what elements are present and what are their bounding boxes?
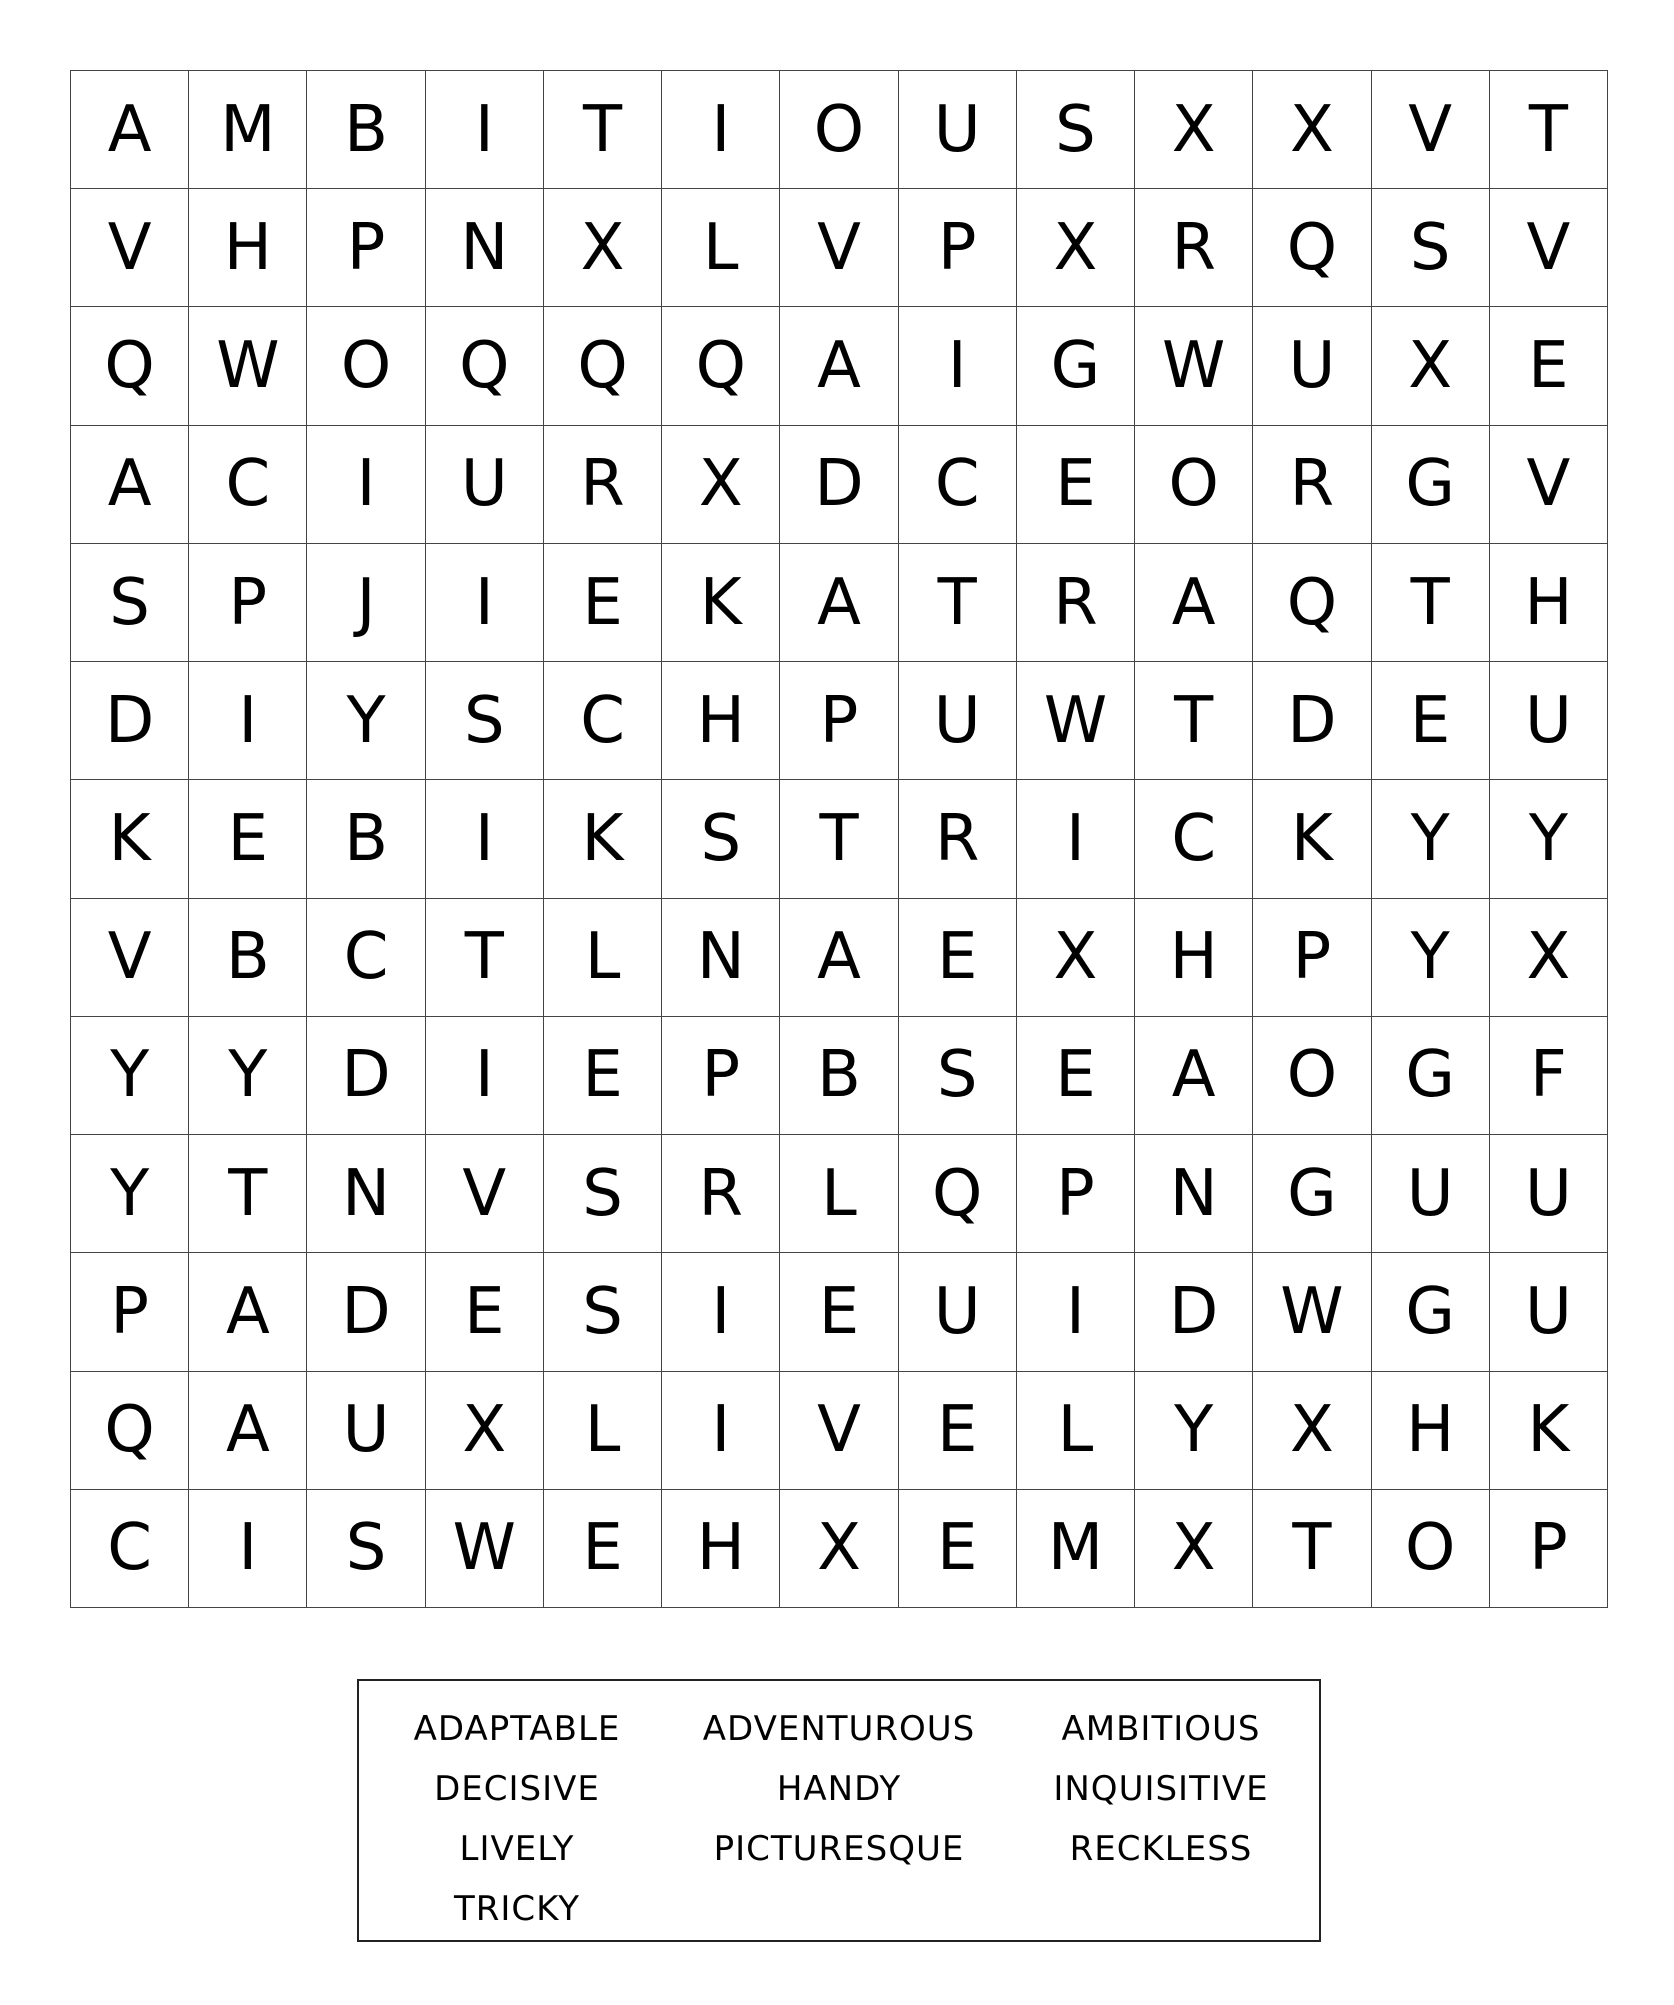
- grid-cell[interactable]: V: [780, 1372, 898, 1490]
- grid-cell[interactable]: P: [71, 1253, 189, 1371]
- grid-cell[interactable]: V: [1490, 426, 1608, 544]
- grid-cell[interactable]: A: [71, 426, 189, 544]
- grid-cell[interactable]: G: [1253, 1135, 1371, 1253]
- grid-cell[interactable]: P: [1253, 899, 1371, 1017]
- grid-cell[interactable]: Y: [307, 662, 425, 780]
- grid-cell[interactable]: C: [1135, 780, 1253, 898]
- grid-cell[interactable]: X: [1017, 899, 1135, 1017]
- word-list: [359, 1699, 1319, 1939]
- grid-cell[interactable]: I: [899, 307, 1017, 425]
- word-list-item: LIVELY: [459, 1829, 575, 1869]
- word-list-item: AMBITIOUS: [1061, 1709, 1261, 1749]
- grid-cell[interactable]: J: [307, 544, 425, 662]
- grid-cell[interactable]: B: [307, 780, 425, 898]
- grid-cell[interactable]: E: [544, 544, 662, 662]
- grid-cell[interactable]: C: [544, 662, 662, 780]
- grid-cell[interactable]: U: [1253, 307, 1371, 425]
- grid-cell[interactable]: Q: [71, 307, 189, 425]
- grid-cell[interactable]: U: [307, 1372, 425, 1490]
- grid-cell[interactable]: A: [780, 307, 898, 425]
- grid-cell[interactable]: I: [426, 71, 544, 189]
- grid-cell[interactable]: E: [426, 1253, 544, 1371]
- grid-cell[interactable]: K: [1253, 780, 1371, 898]
- grid-cell[interactable]: B: [189, 899, 307, 1017]
- grid-cell[interactable]: Q: [899, 1135, 1017, 1253]
- word-list-item: INQUISITIVE: [1053, 1769, 1269, 1809]
- grid-cell[interactable]: X: [1135, 71, 1253, 189]
- grid-cell[interactable]: I: [662, 1253, 780, 1371]
- grid-cell[interactable]: V: [426, 1135, 544, 1253]
- grid-cell[interactable]: N: [307, 1135, 425, 1253]
- grid-cell[interactable]: B: [307, 71, 425, 189]
- grid-cell[interactable]: V: [71, 189, 189, 307]
- grid-cell[interactable]: P: [189, 544, 307, 662]
- grid-cell[interactable]: G: [1017, 307, 1135, 425]
- grid-cell[interactable]: E: [1017, 426, 1135, 544]
- grid-cell[interactable]: Q: [1253, 544, 1371, 662]
- grid-cell[interactable]: A: [189, 1372, 307, 1490]
- grid-cell[interactable]: Y: [1135, 1372, 1253, 1490]
- grid-cell[interactable]: D: [307, 1017, 425, 1135]
- grid-cell[interactable]: I: [1017, 1253, 1135, 1371]
- grid-cell[interactable]: V: [780, 189, 898, 307]
- grid-cell[interactable]: L: [780, 1135, 898, 1253]
- grid-cell[interactable]: H: [662, 662, 780, 780]
- grid-cell[interactable]: D: [71, 662, 189, 780]
- grid-cell[interactable]: A: [780, 544, 898, 662]
- grid-cell[interactable]: E: [1017, 1017, 1135, 1135]
- grid-cell[interactable]: T: [189, 1135, 307, 1253]
- grid-cell[interactable]: X: [1253, 1372, 1371, 1490]
- grid-cell[interactable]: B: [780, 1017, 898, 1135]
- grid-cell[interactable]: O: [780, 71, 898, 189]
- grid-cell[interactable]: S: [71, 544, 189, 662]
- grid-cell[interactable]: Q: [544, 307, 662, 425]
- grid-cell[interactable]: R: [1253, 426, 1371, 544]
- grid-cell[interactable]: D: [780, 426, 898, 544]
- grid-cell[interactable]: U: [899, 662, 1017, 780]
- grid-cell[interactable]: X: [662, 426, 780, 544]
- grid-cell[interactable]: L: [1017, 1372, 1135, 1490]
- grid-cell[interactable]: V: [71, 899, 189, 1017]
- grid-cell[interactable]: I: [189, 662, 307, 780]
- grid-cell[interactable]: N: [426, 189, 544, 307]
- grid-cell[interactable]: S: [662, 780, 780, 898]
- grid-cell[interactable]: E: [899, 1372, 1017, 1490]
- grid-cell[interactable]: W: [1135, 307, 1253, 425]
- grid-cell[interactable]: T: [426, 899, 544, 1017]
- grid-cell[interactable]: W: [189, 307, 307, 425]
- grid-cell[interactable]: X: [1135, 1490, 1253, 1608]
- grid-cell[interactable]: R: [544, 426, 662, 544]
- grid-cell[interactable]: C: [899, 426, 1017, 544]
- grid-cell[interactable]: M: [1017, 1490, 1135, 1608]
- grid-cell[interactable]: P: [899, 189, 1017, 307]
- grid-cell[interactable]: A: [1135, 1017, 1253, 1135]
- grid-cell[interactable]: P: [1490, 1490, 1608, 1608]
- grid-cell[interactable]: R: [662, 1135, 780, 1253]
- grid-cell[interactable]: S: [1372, 189, 1490, 307]
- grid-cell[interactable]: Y: [71, 1135, 189, 1253]
- grid-cell[interactable]: P: [662, 1017, 780, 1135]
- grid-cell[interactable]: Y: [189, 1017, 307, 1135]
- grid-cell[interactable]: H: [189, 189, 307, 307]
- grid-cell[interactable]: U: [1490, 1253, 1608, 1371]
- grid-cell[interactable]: H: [1490, 544, 1608, 662]
- grid-cell[interactable]: U: [899, 71, 1017, 189]
- word-list-item: ADAPTABLE: [413, 1709, 621, 1749]
- grid-cell[interactable]: N: [662, 899, 780, 1017]
- grid-cell[interactable]: L: [544, 899, 662, 1017]
- grid-cell[interactable]: X: [1490, 899, 1608, 1017]
- grid-cell[interactable]: E: [1372, 662, 1490, 780]
- grid-cell[interactable]: I: [662, 1372, 780, 1490]
- grid-cell[interactable]: Q: [1253, 189, 1371, 307]
- grid-cell[interactable]: I: [426, 780, 544, 898]
- grid-cell[interactable]: D: [307, 1253, 425, 1371]
- grid-cell[interactable]: L: [544, 1372, 662, 1490]
- grid-cell[interactable]: Q: [71, 1372, 189, 1490]
- grid-cell[interactable]: H: [1372, 1372, 1490, 1490]
- grid-cell[interactable]: E: [544, 1017, 662, 1135]
- grid-cell[interactable]: S: [544, 1135, 662, 1253]
- grid-cell[interactable]: U: [1490, 1135, 1608, 1253]
- grid-cell[interactable]: K: [662, 544, 780, 662]
- grid-cell[interactable]: F: [1490, 1017, 1608, 1135]
- grid-cell[interactable]: U: [899, 1253, 1017, 1371]
- grid-cell[interactable]: T: [1135, 662, 1253, 780]
- grid-cell[interactable]: O: [307, 307, 425, 425]
- grid-cell[interactable]: Y: [1372, 899, 1490, 1017]
- grid-cell[interactable]: E: [544, 1490, 662, 1608]
- grid-cell[interactable]: X: [1372, 307, 1490, 425]
- grid-cell[interactable]: W: [1253, 1253, 1371, 1371]
- grid-cell[interactable]: Y: [71, 1017, 189, 1135]
- grid-cell[interactable]: C: [307, 899, 425, 1017]
- grid-cell[interactable]: O: [1135, 426, 1253, 544]
- word-list-item: HANDY: [776, 1769, 902, 1809]
- grid-cell[interactable]: P: [1017, 1135, 1135, 1253]
- letter-grid: [70, 70, 1608, 1608]
- grid-cell[interactable]: E: [780, 1253, 898, 1371]
- grid-cell[interactable]: S: [1017, 71, 1135, 189]
- grid-cell[interactable]: R: [1135, 189, 1253, 307]
- grid-cell[interactable]: E: [1490, 307, 1608, 425]
- grid-cell[interactable]: L: [662, 189, 780, 307]
- grid-cell[interactable]: A: [71, 71, 189, 189]
- grid-cell[interactable]: P: [780, 662, 898, 780]
- grid-cell[interactable]: V: [1372, 71, 1490, 189]
- grid-cell[interactable]: V: [1490, 189, 1608, 307]
- grid-cell[interactable]: G: [1372, 1017, 1490, 1135]
- grid-cell[interactable]: U: [1372, 1135, 1490, 1253]
- grid-cell[interactable]: K: [544, 780, 662, 898]
- grid-cell[interactable]: X: [780, 1490, 898, 1608]
- grid-cell[interactable]: Q: [662, 307, 780, 425]
- grid-cell[interactable]: S: [544, 1253, 662, 1371]
- grid-cell[interactable]: I: [1017, 780, 1135, 898]
- grid-cell[interactable]: K: [1490, 1372, 1608, 1490]
- grid-cell[interactable]: O: [1372, 1490, 1490, 1608]
- word-list-item: PICTURESQUE: [713, 1829, 965, 1869]
- grid-cell[interactable]: A: [1135, 544, 1253, 662]
- grid-cell[interactable]: E: [899, 899, 1017, 1017]
- grid-cell[interactable]: S: [899, 1017, 1017, 1135]
- grid-cell[interactable]: Y: [1490, 780, 1608, 898]
- grid-cell[interactable]: T: [1372, 544, 1490, 662]
- grid-cell[interactable]: U: [1490, 662, 1608, 780]
- grid-cell[interactable]: A: [189, 1253, 307, 1371]
- grid-cell[interactable]: H: [662, 1490, 780, 1608]
- grid-cell[interactable]: N: [1135, 1135, 1253, 1253]
- grid-cell[interactable]: G: [1372, 1253, 1490, 1371]
- grid-cell[interactable]: I: [662, 71, 780, 189]
- grid-cell[interactable]: W: [426, 1490, 544, 1608]
- grid-cell[interactable]: D: [1253, 662, 1371, 780]
- grid-cell[interactable]: P: [307, 189, 425, 307]
- grid-cell[interactable]: E: [189, 780, 307, 898]
- word-list-item: TRICKY: [453, 1889, 580, 1929]
- grid-cell[interactable]: X: [1017, 189, 1135, 307]
- grid-cell[interactable]: T: [544, 71, 662, 189]
- grid-cell[interactable]: X: [426, 1372, 544, 1490]
- word-list-box: [357, 1679, 1321, 1942]
- grid-cell[interactable]: I: [307, 426, 425, 544]
- grid-cell[interactable]: O: [1253, 1017, 1371, 1135]
- grid-cell[interactable]: Q: [426, 307, 544, 425]
- word-list-item: RECKLESS: [1069, 1829, 1253, 1869]
- grid-cell[interactable]: C: [189, 426, 307, 544]
- word-list-item: DECISIVE: [434, 1769, 600, 1809]
- grid-cell[interactable]: S: [307, 1490, 425, 1608]
- grid-cell[interactable]: K: [71, 780, 189, 898]
- grid-cell[interactable]: T: [780, 780, 898, 898]
- grid-cell[interactable]: T: [899, 544, 1017, 662]
- grid-cell[interactable]: I: [426, 544, 544, 662]
- grid-cell[interactable]: E: [899, 1490, 1017, 1608]
- grid-cell[interactable]: W: [1017, 662, 1135, 780]
- grid-cell[interactable]: R: [899, 780, 1017, 898]
- grid-cell[interactable]: X: [544, 189, 662, 307]
- grid-cell[interactable]: Y: [1372, 780, 1490, 898]
- grid-cell[interactable]: T: [1490, 71, 1608, 189]
- grid-cell[interactable]: R: [1017, 544, 1135, 662]
- grid-cell[interactable]: C: [71, 1490, 189, 1608]
- grid-cell[interactable]: A: [780, 899, 898, 1017]
- grid-cell[interactable]: U: [426, 426, 544, 544]
- grid-cell[interactable]: T: [1253, 1490, 1371, 1608]
- grid-cell[interactable]: M: [189, 71, 307, 189]
- grid-cell[interactable]: I: [426, 1017, 544, 1135]
- grid-cell[interactable]: H: [1135, 899, 1253, 1017]
- grid-cell[interactable]: S: [426, 662, 544, 780]
- grid-cell[interactable]: I: [189, 1490, 307, 1608]
- grid-cell[interactable]: G: [1372, 426, 1490, 544]
- word-list-item: ADVENTUROUS: [702, 1709, 976, 1749]
- grid-cell[interactable]: D: [1135, 1253, 1253, 1371]
- grid-cell[interactable]: X: [1253, 71, 1371, 189]
